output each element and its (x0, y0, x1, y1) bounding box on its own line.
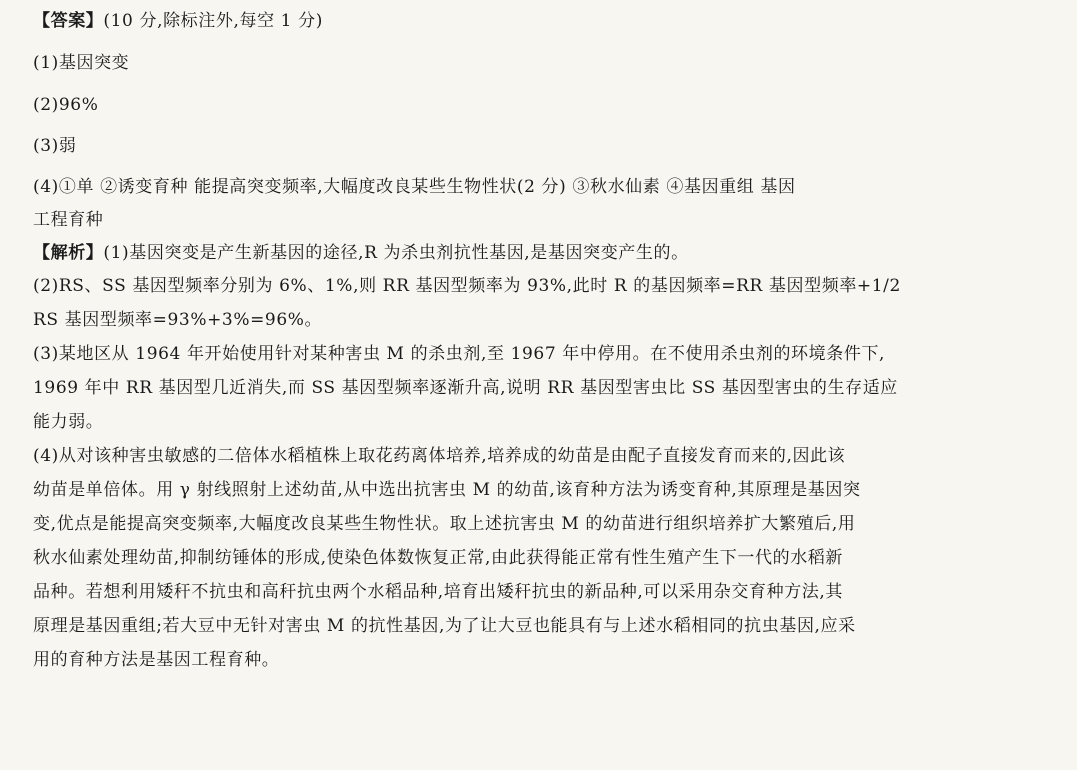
answer-item-2: (2)96% (33, 95, 99, 115)
explanation-paragraph-3-line: (3)某地区从 1964 年开始使用针对某种害虫 M 的杀虫剂,至 1967 年中停用。在不使用杀虫剂的环境条件下, (33, 344, 886, 364)
explanation-paragraph-1: (1)基因突变是产生新基因的途径,R 为杀虫剂抗性基因,是基因突变产生的。 (103, 243, 689, 263)
explanation-line-1 (33, 242, 1047, 264)
explanation-paragraph-2-line: (2)RS、SS 基因型频率分别为 6%、1%,则 RR 基因型频率为 93%,此时 R 的基因频率=RR 基因型频率+1/2 (33, 276, 901, 296)
explanation-paragraph-4-line: (4)从对该种害虫敏感的二倍体水稻植株上取花药离体培养,培养成的幼苗是由配子直接发育而来的,因此该 (33, 446, 846, 466)
answer-item-4-continued: 工程育种 (33, 210, 104, 230)
explanation-paragraph-3-line: 1969 年中 RR 基因型几近消失,而 SS 基因型频率逐渐升高,说明 RR 基因型害虫比 SS 基因型害虫的生存适应 (33, 378, 898, 398)
explanation-paragraph-4-line: 原理是基因重组;若大豆中无针对害虫 M 的抗性基因,为了让大豆也能具有与上述水稻相同的抗虫基因,应采 (33, 616, 856, 636)
explanation-paragraph-4-line: 用的育种方法是基因工程育种。 (33, 650, 280, 670)
explanation-heading: 【解析】 (33, 243, 104, 263)
answer-heading: 【答案】 (33, 11, 104, 31)
explanation-paragraph-4-line: 秋水仙素处理幼苗,抑制纺锤体的形成,使染色体数恢复正常,由此获得能正常有性生殖产生下一代的水稻新 (33, 548, 844, 568)
explanation-paragraph-2-line: RS 基因型频率=93%+3%=96%。 (33, 310, 323, 330)
explanation-paragraph-4-line: 变,优点是能提高突变频率,大幅度改良某些生物性状。取上述抗害虫 M 的幼苗进行组织培养扩大繁殖后,用 (33, 514, 856, 534)
answer-item-1: (1)基因突变 (33, 53, 130, 73)
score-note: (10 分,除标注外,每空 1 分) (103, 11, 323, 31)
explanation-paragraph-4-line: 幼苗是单倍体。用 γ 射线照射上述幼苗,从中选出抗害虫 M 的幼苗,该育种方法为诱变育种,其原理是基因突 (33, 480, 861, 500)
answer-item-3: (3)弱 (33, 136, 77, 156)
answer-item-4: (4)①单 ②诱变育种 能提高突变频率,大幅度改良某些生物性状(2 分) ③秋水仙素 ④基因重组 基因 (33, 177, 796, 197)
explanation-paragraph-3-line: 能力弱。 (33, 412, 104, 432)
explanation-paragraph-4-line: 品种。若想利用矮秆不抗虫和高秆抗虫两个水稻品种,培育出矮秆抗虫的新品种,可以采用杂交育种方法,其 (33, 582, 844, 602)
answer-header-line (33, 10, 1047, 32)
